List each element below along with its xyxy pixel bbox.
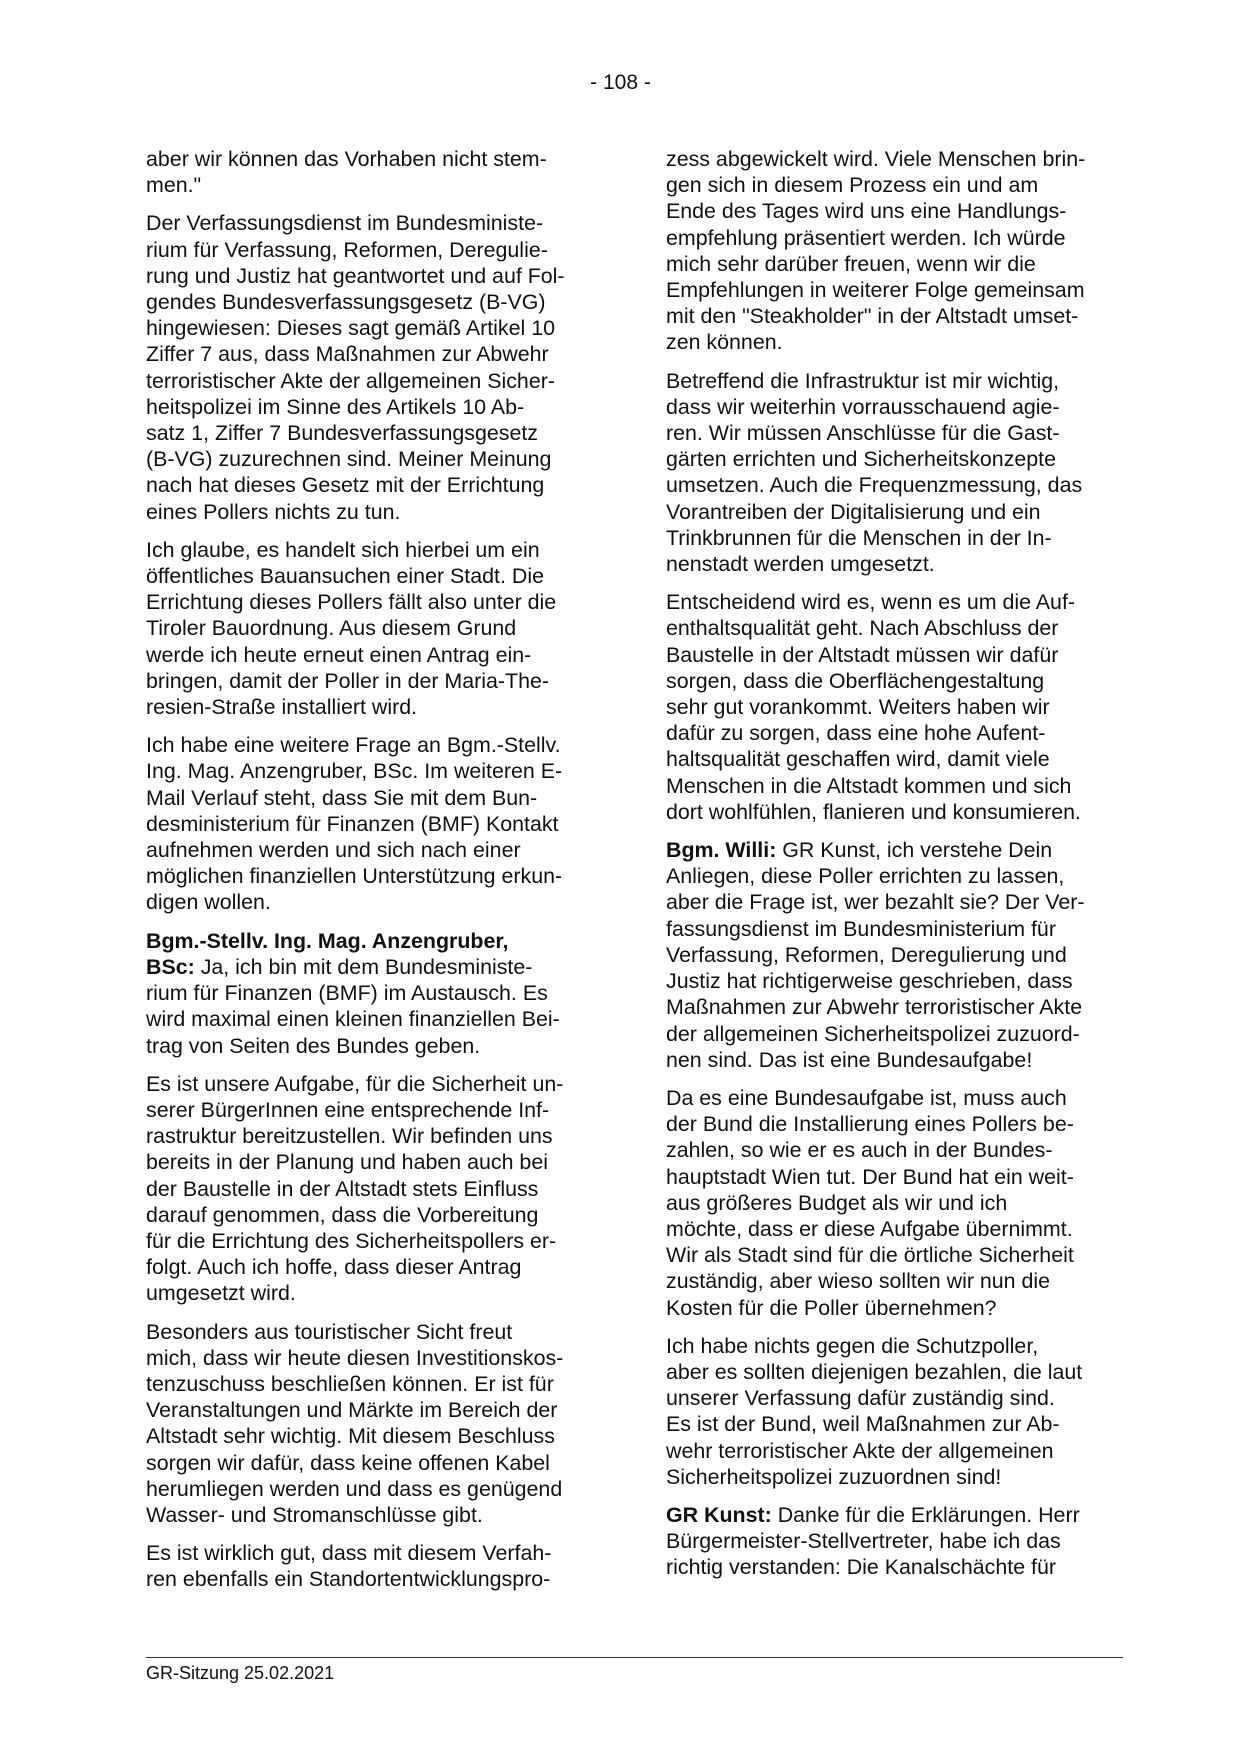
footer-divider bbox=[146, 1657, 1123, 1658]
text-line: trag von Seiten des Bundes geben. bbox=[146, 1033, 481, 1058]
text-line: nenstadt werden umgesetzt. bbox=[666, 552, 935, 577]
paragraph bbox=[666, 1333, 1123, 1490]
text-line: Es ist der Bund, weil Maßnahmen zur Ab- bbox=[666, 1412, 1060, 1437]
text-line: rung und Justiz hat geantwortet und auf Fol- bbox=[146, 263, 565, 288]
text-line: ren. Wir müssen Anschlüsse für die Gast- bbox=[666, 421, 1060, 446]
text-line: umsetzen. Auch die Frequenzmessung, das bbox=[666, 473, 1083, 498]
text-line: mich sehr darüber freuen, wenn wir die bbox=[666, 251, 1036, 276]
text-line: gen sich in diesem Prozess ein und am bbox=[666, 173, 1039, 198]
speech-text: Danke für die Erklärungen. Herr bbox=[771, 1502, 1080, 1527]
text-line: zuständig, aber wieso sollten wir nun die bbox=[666, 1269, 1051, 1294]
text-line: Da es eine Bundesaufgabe ist, muss auch bbox=[666, 1085, 1067, 1110]
text-line: umgesetzt wird. bbox=[146, 1281, 296, 1306]
text-line: Vorantreiben der Digitalisierung und ein bbox=[666, 499, 1041, 524]
text-line: richtig verstanden: Die Kanalschächte für bbox=[666, 1555, 1056, 1580]
paragraph bbox=[666, 1502, 1123, 1581]
text-line: gärten errichten und Sicherheitskonzepte bbox=[666, 447, 1057, 472]
text-line bbox=[666, 1502, 1123, 1528]
text-line: möchte, dass er diese Aufgabe übernimmt. bbox=[666, 1216, 1073, 1241]
text-line: Menschen in die Altstadt kommen und sich bbox=[666, 773, 1072, 798]
paragraph bbox=[146, 210, 594, 524]
paragraph bbox=[666, 589, 1123, 825]
text-line: Empfehlungen in weiterer Folge gemeinsam bbox=[666, 278, 1085, 303]
text-line: Kosten für die Poller übernehmen? bbox=[666, 1295, 997, 1320]
text-line: hingewiesen: Dieses sagt gemäß Artikel 10 bbox=[146, 316, 556, 341]
text-line: empfehlung präsentiert werden. Ich würde bbox=[666, 225, 1066, 250]
text-line: Ich habe nichts gegen die Schutzpoller, bbox=[666, 1333, 1039, 1358]
paragraph bbox=[146, 1319, 594, 1529]
text-line: rium für Verfassung, Reformen, Deregulie- bbox=[146, 237, 548, 262]
text-line: zen können. bbox=[666, 330, 783, 355]
text-line: sehr gut vorankommt. Weiters haben wir bbox=[666, 695, 1050, 720]
text-line: Maßnahmen zur Abwehr terroristischer Akte bbox=[666, 995, 1083, 1020]
text-line: Anliegen, diese Poller errichten zu lassen, bbox=[666, 864, 1065, 889]
text-line: Wasser- und Stromanschlüsse gibt. bbox=[146, 1502, 483, 1527]
text-line: ren ebenfalls ein Standortentwicklungspro- bbox=[146, 1567, 551, 1592]
text-line: Tiroler Bauordnung. Aus diesem Grund bbox=[146, 616, 517, 641]
text-line: Es ist wirklich gut, dass mit diesem Verfah- bbox=[146, 1541, 552, 1566]
text-line: Der Verfassungsdienst im Bundesministe- bbox=[146, 211, 544, 236]
text-line: Mail Verlauf steht, dass Sie mit dem Bun- bbox=[146, 785, 538, 810]
text-line: Ende des Tages wird uns eine Handlungs- bbox=[666, 199, 1067, 224]
text-line: Verfassung, Reformen, Deregulierung und bbox=[666, 942, 1067, 967]
text-line: Wir als Stadt sind für die örtliche Sicherheit bbox=[666, 1243, 1074, 1268]
text-line: Errichtung dieses Pollers fällt also unter die bbox=[146, 590, 557, 615]
text-line: eines Pollers nichts zu tun. bbox=[146, 499, 401, 524]
text-line: zahlen, so wie er es auch in der Bundes- bbox=[666, 1138, 1053, 1163]
text-line: der allgemeinen Sicherheitspolizei zuzuord- bbox=[666, 1021, 1080, 1046]
text-line: mich, dass wir heute diesen Investitionskos- bbox=[146, 1345, 564, 1370]
text-line bbox=[146, 954, 594, 980]
text-line: Trinkbrunnen für die Menschen in der In- bbox=[666, 525, 1052, 550]
text-line: Es ist unsere Aufgabe, für die Sicherheit un- bbox=[146, 1071, 564, 1096]
paragraph bbox=[146, 1071, 594, 1307]
text-line: enthaltsqualität geht. Nach Abschluss der bbox=[666, 616, 1059, 641]
text-line: der Bund die Installierung eines Pollers be- bbox=[666, 1112, 1074, 1137]
page-number: - 108 - bbox=[590, 71, 651, 94]
text-line: aus größeres Budget als wir und ich bbox=[666, 1190, 1008, 1215]
text-line: herumliegen werden und dass es genügend bbox=[146, 1476, 563, 1501]
text-line bbox=[666, 837, 1123, 863]
text-line: dort wohlfühlen, flanieren und konsumieren. bbox=[666, 799, 1081, 824]
text-line: mit den "Steakholder" in der Altstadt umset- bbox=[666, 304, 1079, 329]
text-line: Altstadt sehr wichtig. Mit diesem Beschluss bbox=[146, 1424, 555, 1449]
text-line: wird maximal einen kleinen finanziellen Bei- bbox=[146, 1007, 560, 1032]
text-line: Veranstaltungen und Märkte im Bereich der bbox=[146, 1398, 558, 1423]
speaker-name: BSc: bbox=[146, 954, 195, 979]
text-line: gendes Bundesverfassungsgesetz (B-VG) bbox=[146, 290, 546, 315]
text-line: zess abgewickelt wird. Viele Menschen brin- bbox=[666, 147, 1086, 171]
speaker-name: GR Kunst: bbox=[666, 1502, 772, 1527]
speaker-name: Bgm. Willi: bbox=[666, 838, 777, 863]
text-line: wehr terroristischer Akte der allgemeinen bbox=[666, 1438, 1054, 1463]
text-line: satz 1, Ziffer 7 Bundesverfassungsgesetz bbox=[146, 421, 538, 446]
text-line: desministerium für Finanzen (BMF) Kontakt bbox=[146, 811, 559, 836]
speech-text: Ja, ich bin mit dem Bundesministe- bbox=[194, 954, 533, 979]
text-line: serer BürgerInnen eine entsprechende Inf- bbox=[146, 1097, 550, 1122]
text-line: möglichen finanziellen Unterstützung erkun- bbox=[146, 864, 563, 889]
text-line: (B-VG) zuzurechnen sind. Meiner Meinung bbox=[146, 447, 552, 472]
paragraph bbox=[146, 537, 594, 720]
text-line: terroristischer Akte der allgemeinen Sicher- bbox=[146, 368, 555, 393]
text-line: darauf genommen, dass die Vorbereitung bbox=[146, 1202, 539, 1227]
text-line: nach hat dieses Gesetz mit der Errichtung bbox=[146, 473, 545, 498]
paragraph bbox=[146, 732, 594, 915]
text-line: öffentliches Bauansuchen einer Stadt. Die bbox=[146, 564, 544, 589]
text-line: Ich habe eine weitere Frage an Bgm.-Stellv. bbox=[146, 733, 561, 758]
text-line: rium für Finanzen (BMF) im Austausch. Es bbox=[146, 981, 548, 1006]
text-line: unserer Verfassung dafür zuständig sind. bbox=[666, 1386, 1055, 1411]
paragraph bbox=[666, 146, 1123, 356]
text-line: men." bbox=[146, 173, 202, 198]
text-line: heitspolizei im Sinne des Artikels 10 Ab- bbox=[146, 394, 525, 419]
text-line: tenzuschuss beschließen können. Er ist für bbox=[146, 1371, 554, 1396]
speech-text: GR Kunst, ich verstehe Dein bbox=[776, 838, 1053, 863]
text-line: aufnehmen werden und sich nach einer bbox=[146, 838, 521, 863]
text-line: werde ich heute erneut einen Antrag ein- bbox=[146, 642, 532, 667]
text-line: Entscheidend wird es, wenn es um die Auf- bbox=[666, 590, 1076, 615]
text-line: digen wollen. bbox=[146, 890, 271, 915]
text-line: Ziffer 7 aus, dass Maßnahmen zur Abwehr bbox=[146, 342, 549, 367]
text-line: bereits in der Planung und haben auch bei bbox=[146, 1150, 548, 1175]
footer-session-date: GR-Sitzung 25.02.2021 bbox=[146, 1663, 335, 1683]
text-line: haltsqualität geschaffen wird, damit viele bbox=[666, 747, 1050, 772]
text-line: der Baustelle in der Altstadt stets Einfluss bbox=[146, 1176, 539, 1201]
text-line: sorgen, dass die Oberflächengestaltung bbox=[666, 668, 1045, 693]
text-line: nen sind. Das ist eine Bundesaufgabe! bbox=[666, 1047, 1033, 1072]
text-line: bringen, damit der Poller in der Maria-The- bbox=[146, 668, 550, 693]
text-line: folgt. Auch ich hoffe, dass dieser Antrag bbox=[146, 1255, 522, 1280]
text-line: Ing. Mag. Anzengruber, BSc. Im weiteren E- bbox=[146, 759, 563, 784]
text-line: hauptstadt Wien tut. Der Bund hat ein weit- bbox=[666, 1164, 1074, 1189]
paragraph bbox=[666, 837, 1123, 1073]
speaker-name: Bgm.-Stellv. Ing. Mag. Anzengruber, bbox=[146, 928, 509, 953]
text-line: Ich glaube, es handelt sich hierbei um ein bbox=[146, 537, 540, 562]
paragraph bbox=[666, 368, 1123, 578]
text-line: rastruktur bereitzustellen. Wir befinden uns bbox=[146, 1124, 553, 1149]
text-line: aber die Frage ist, wer bezahlt sie? Der Ver- bbox=[666, 890, 1085, 915]
text-line: fassungsdienst im Bundesministerium für bbox=[666, 916, 1056, 941]
text-line: Justiz hat richtigerweise geschrieben, dass bbox=[666, 969, 1073, 994]
text-line: für die Errichtung des Sicherheitspollers er- bbox=[146, 1228, 557, 1253]
text-line: aber es sollten diejenigen bezahlen, die laut bbox=[666, 1359, 1083, 1384]
paragraph bbox=[146, 146, 594, 198]
text-line: sorgen wir dafür, dass keine offenen Kabel bbox=[146, 1450, 550, 1475]
paragraph bbox=[146, 1540, 594, 1592]
paragraph bbox=[146, 928, 594, 1059]
right-column bbox=[666, 146, 1123, 1593]
left-column bbox=[146, 146, 594, 1605]
text-line: Baustelle in der Altstadt müssen wir dafür bbox=[666, 642, 1059, 667]
paragraph bbox=[666, 1085, 1123, 1321]
text-line: Bürgermeister-Stellvertreter, habe ich das bbox=[666, 1529, 1061, 1554]
text-line: Besonders aus touristischer Sicht freut bbox=[146, 1319, 513, 1344]
text-line: Sicherheitspolizei zuzuordnen sind! bbox=[666, 1464, 1002, 1489]
text-line: Betreffend die Infrastruktur ist mir wichtig, bbox=[666, 368, 1060, 393]
text-line: dass wir weiterhin vorrausschauend agie- bbox=[666, 394, 1060, 419]
text-line: dafür zu sorgen, dass eine hohe Aufent- bbox=[666, 721, 1046, 746]
text-line: resien-Straße installiert wird. bbox=[146, 695, 418, 720]
text-line: aber wir können das Vorhaben nicht stem- bbox=[146, 147, 547, 171]
text-line bbox=[146, 928, 594, 954]
